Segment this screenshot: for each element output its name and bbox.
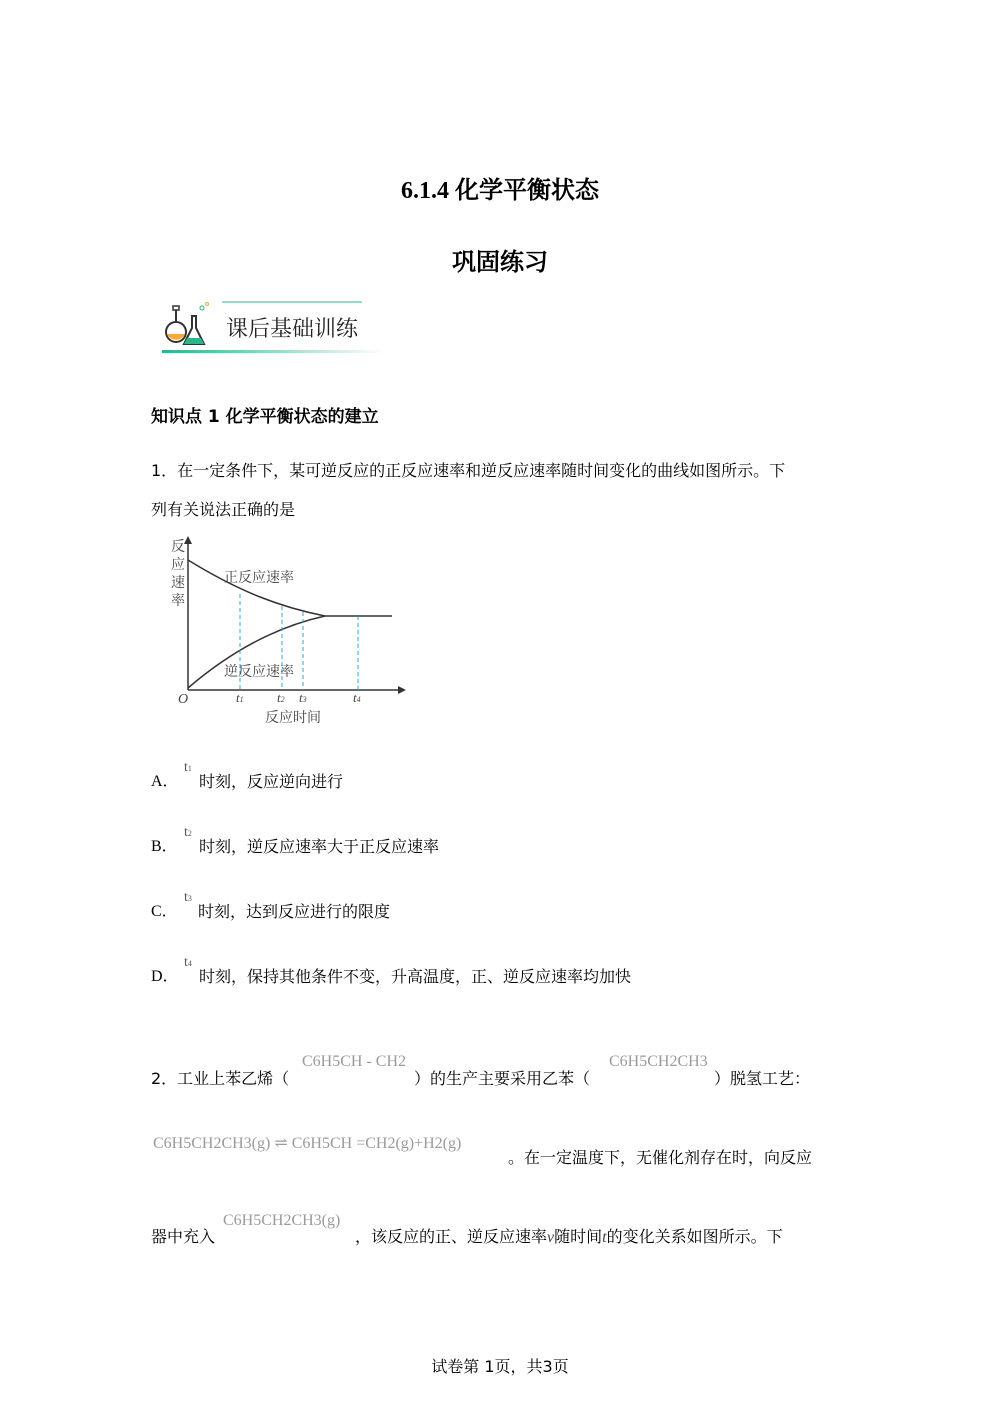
option-text: 时刻，保持其他条件不变，升高温度，正、逆反应速率均加快: [199, 967, 632, 986]
q2-end1: ）脱氢工艺：: [714, 1069, 811, 1088]
x-axis-arrow: [398, 686, 406, 694]
section-banner: [162, 298, 387, 356]
charge-formula: C6H5CH2CH3(g): [223, 1212, 341, 1229]
q1-stem-line2: 列有关说法正确的是: [151, 500, 296, 519]
q1-stem-line1: 1．在一定条件下，某可逆反应的正反应速率和逆反应速率随时间变化的曲线如图所示。下: [151, 461, 786, 480]
tick-t3: t3: [299, 690, 307, 705]
x-axis-label: 反应时间: [265, 710, 321, 726]
option-label: D．: [151, 968, 179, 985]
page-subtitle: 巩固练习: [452, 248, 548, 276]
tick-t4: t4: [353, 690, 361, 705]
option-label: B．: [151, 838, 178, 855]
q2-intro: 2．工业上苯乙烯（: [151, 1069, 290, 1088]
option-text: 时刻，反应逆向进行: [199, 772, 344, 791]
option-text: 时刻，达到反应进行的限度: [198, 902, 391, 921]
option-var: t3: [184, 890, 192, 905]
reaction-equation: C6H5CH2CH3(g) ⇌ C6H5CH =CH2(g)+H2(g): [153, 1135, 462, 1152]
q2-line3-start: 器中充入: [151, 1227, 216, 1246]
reverse-rate-label: 逆反应速率: [224, 664, 294, 680]
tick-t1: t1: [236, 690, 244, 705]
q2-mid: ）的生产主要采用乙苯（: [414, 1069, 591, 1088]
banner-label: 课后基础训练: [226, 317, 359, 342]
section-heading: 知识点 1 化学平衡状态的建立: [151, 407, 379, 427]
q2-line3-mid: ，该反应的正、逆反应速率v随时间t的变化关系如图所示。下: [355, 1227, 783, 1246]
ethylbenzene-formula: C6H5CH2CH3: [609, 1053, 708, 1070]
tick-t2: t2: [277, 690, 285, 705]
option-text: 时刻，逆反应速率大于正反应速率: [199, 837, 440, 856]
option-label: C．: [151, 903, 178, 920]
y-axis-label: 反 应 速 率: [171, 539, 185, 609]
page-title: 6.1.4 化学平衡状态: [401, 178, 599, 204]
forward-rate-label: 正反应速率: [224, 570, 294, 586]
option-var: t1: [184, 760, 192, 775]
styrene-formula: C6H5CH - CH2: [302, 1053, 407, 1070]
option-label: A．: [151, 773, 179, 790]
rate-time-figure: [160, 532, 420, 732]
origin-label: O: [178, 692, 189, 707]
rate-time-graph: [160, 532, 420, 732]
option-var: t2: [184, 825, 192, 840]
page-footer: 试卷第 1页，共3页: [431, 1357, 569, 1376]
option-var: t4: [184, 955, 192, 970]
q2-line2-text: 。在一定温度下，无催化剂存在时，向反应: [508, 1148, 813, 1167]
